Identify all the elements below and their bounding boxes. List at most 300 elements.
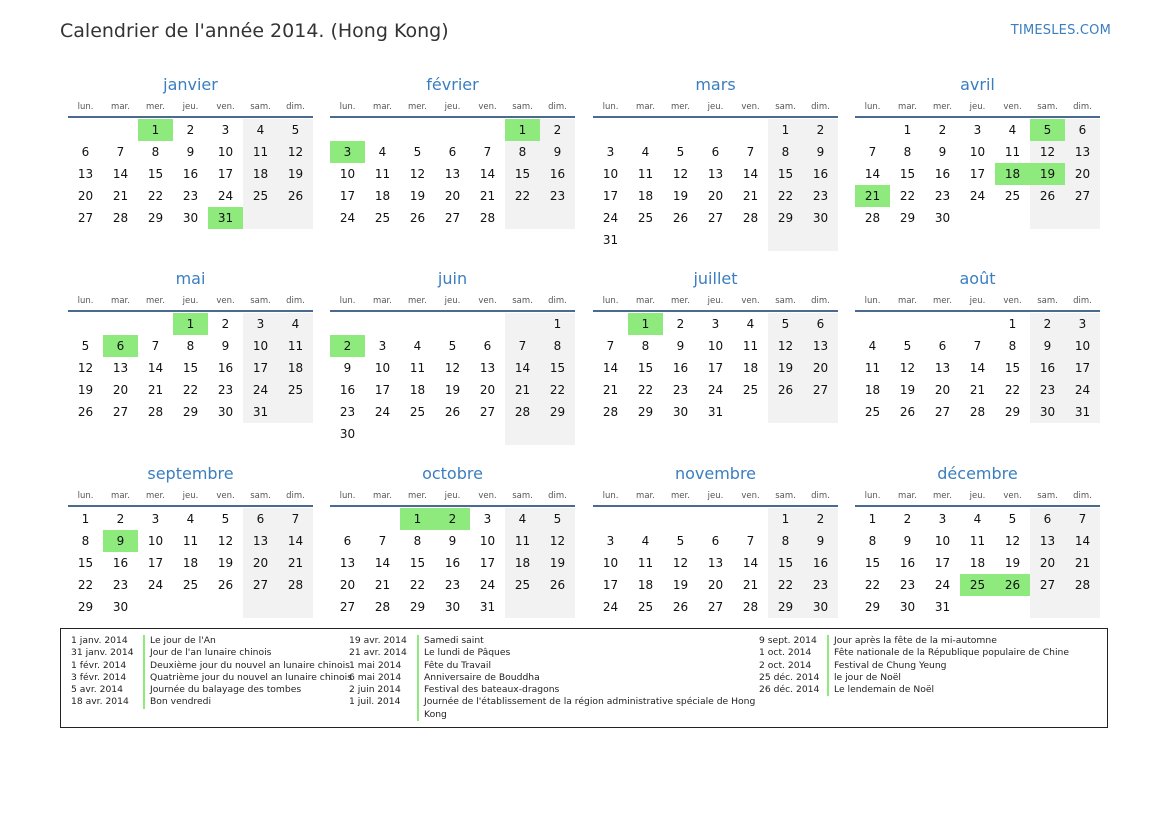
legend-column [349,635,764,721]
legend-item [349,672,764,684]
day-cell: 28 [374,600,391,614]
weekday-label: dim. [1073,296,1092,306]
day-cell: 17 [374,383,391,397]
day-cell: 23 [444,578,461,592]
day-cell: 3 [483,512,492,526]
empty-cell [330,119,365,141]
month-5 [330,267,575,445]
empty-cell [540,423,575,445]
day-cell: 30 [934,211,951,225]
day-cell: 15 [147,167,164,181]
day-cell: 5 [278,119,313,141]
day-cell: 28 [505,401,540,423]
holiday-day-cell: 6 [103,335,138,357]
empty-cell [698,229,733,251]
holiday-day-cell: 1 [505,119,540,141]
legend-item [349,684,764,696]
weekday-label: dim. [811,296,830,306]
day-grid [68,119,313,229]
day-cell: 18 [637,189,654,203]
legend-column [759,635,1069,696]
day-cell: 9 [448,534,457,548]
month-4 [68,267,313,423]
day-grid [593,313,838,423]
month-0 [68,73,313,229]
day-grid [330,119,575,229]
holiday-date: 2 oct. 2014 [759,659,812,671]
weekday-header [330,98,575,118]
day-cell: 2 [116,512,125,526]
month-6 [593,267,838,423]
day-cell: 23 [899,578,916,592]
month-8 [68,462,313,618]
weekday-header [330,292,575,312]
day-cell: 28 [742,600,759,614]
legend-item [759,660,1069,672]
weekday-header [593,98,838,118]
month-name: août [959,269,996,288]
empty-cell [470,313,505,335]
weekday-label: jeu. [182,491,199,501]
day-cell: 5 [413,145,422,159]
empty-cell [995,207,1030,229]
day-cell: 2 [540,119,575,141]
day-cell: 2 [1030,313,1065,335]
weekday-label: jeu. [182,102,199,112]
day-cell: 7 [505,335,540,357]
day-cell: 16 [803,552,838,574]
day-cell: 23 [217,383,234,397]
holiday-name: Jour de l'an lunaire chinois [143,647,271,659]
weekday-label: jeu. [969,296,986,306]
weekday-label: sam. [512,491,533,501]
day-cell: 22 [768,574,803,596]
day-cell: 16 [899,556,916,570]
day-cell: 12 [899,361,916,375]
day-cell: 11 [409,361,426,375]
day-cell: 8 [151,145,160,159]
day-grid [330,508,575,618]
day-cell: 30 [672,405,689,419]
day-cell: 17 [339,189,356,203]
weekday-label: mer. [933,296,952,306]
day-cell: 21 [969,383,986,397]
day-cell: 4 [973,512,982,526]
day-cell: 5 [221,512,230,526]
weekday-label: lun. [77,491,94,501]
day-cell: 4 [243,119,278,141]
legend-item [759,635,1069,647]
day-cell: 20 [934,383,951,397]
day-cell: 20 [77,189,94,203]
day-cell: 7 [973,339,982,353]
weekday-label: sam. [512,102,533,112]
day-cell: 27 [934,405,951,419]
month-name: juillet [693,269,738,288]
month-name: mai [175,269,206,288]
month-name: janvier [163,75,218,94]
day-grid [68,313,313,423]
day-grid [593,508,838,618]
day-cell: 18 [505,552,540,574]
day-cell: 16 [339,383,356,397]
day-cell: 26 [278,185,313,207]
weekday-label: mar. [636,491,655,501]
legend-item [71,660,352,672]
day-cell: 17 [602,578,619,592]
day-cell: 27 [77,211,94,225]
weekday-label: ven. [478,102,497,112]
day-cell: 1 [768,119,803,141]
day-cell: 6 [343,534,352,548]
empty-cell [435,423,470,445]
day-cell: 30 [1030,401,1065,423]
day-cell: 21 [112,189,129,203]
day-cell: 30 [444,600,461,614]
holiday-day-cell: 1 [400,508,435,530]
day-cell: 5 [448,339,457,353]
holiday-day-cell: 25 [960,574,995,596]
day-cell: 27 [339,600,356,614]
day-cell: 29 [409,600,426,614]
day-cell: 24 [374,405,391,419]
day-cell: 8 [903,145,912,159]
month-name: mars [695,75,736,94]
day-cell: 27 [444,211,461,225]
day-cell: 22 [182,383,199,397]
day-cell: 5 [903,339,912,353]
day-cell: 13 [479,361,496,375]
legend-item [71,647,352,659]
day-cell: 21 [479,189,496,203]
day-cell: 31 [707,405,724,419]
day-cell: 13 [1065,141,1100,163]
day-cell: 31 [1065,401,1100,423]
holiday-date: 19 avr. 2014 [349,635,407,646]
holiday-name: Deuxième jour du nouvel an lunaire chinois [143,660,350,672]
day-cell: 18 [864,383,881,397]
day-cell: 12 [672,556,689,570]
weekday-label: sam. [775,102,796,112]
empty-cell [698,508,733,530]
weekday-header [855,487,1100,507]
day-cell: 29 [540,401,575,423]
legend-item [349,635,764,647]
day-cell: 21 [742,189,759,203]
month-1 [330,73,575,229]
holiday-date: 18 avr. 2014 [71,696,129,708]
day-cell: 9 [938,145,947,159]
weekday-label: sam. [775,491,796,501]
day-cell: 12 [409,167,426,181]
day-cell: 16 [444,556,461,570]
day-cell: 27 [479,405,496,419]
day-cell: 11 [505,530,540,552]
weekday-label: mer. [146,102,165,112]
day-cell: 13 [803,335,838,357]
empty-cell [365,508,400,530]
day-cell: 6 [711,145,720,159]
day-cell: 3 [938,512,947,526]
day-cell: 20 [707,578,724,592]
day-cell: 25 [409,405,426,419]
holiday-name: Festival des bateaux-dragons [417,684,559,696]
weekday-label: ven. [741,102,760,112]
day-cell: 24 [969,189,986,203]
day-cell: 4 [746,317,755,331]
weekday-label: mar. [373,491,392,501]
day-cell: 2 [803,119,838,141]
day-cell: 19 [1004,556,1021,570]
day-cell: 29 [1004,405,1021,419]
weekday-header [68,98,313,118]
legend-item [349,660,764,672]
day-cell: 16 [112,556,129,570]
empty-cell [1065,207,1100,229]
site-link[interactable]: TIMESLES.COM [1010,23,1111,38]
weekday-label: dim. [1073,491,1092,501]
day-cell: 11 [243,141,278,163]
legend-item [71,635,352,647]
weekday-label: mer. [671,102,690,112]
day-cell: 11 [969,534,986,548]
holiday-name: Anniversaire de Bouddha [417,672,540,684]
empty-cell [855,119,890,141]
day-cell: 14 [969,361,986,375]
day-cell: 2 [676,317,685,331]
day-cell: 11 [278,335,313,357]
day-cell: 14 [742,556,759,570]
day-cell: 24 [479,578,496,592]
empty-cell [68,119,103,141]
day-cell: 16 [934,167,951,181]
holiday-day-cell: 2 [435,508,470,530]
holiday-name: Bon vendredi [143,696,211,708]
weekday-label: mar. [898,296,917,306]
holiday-name: Quatrième jour du nouvel an lunaire chinois [143,672,352,684]
day-cell: 18 [969,556,986,570]
day-cell: 20 [1065,163,1100,185]
weekday-label: sam. [250,491,271,501]
day-cell: 20 [243,552,278,574]
day-cell: 8 [768,530,803,552]
day-cell: 16 [540,163,575,185]
empty-cell [400,313,435,335]
day-cell: 9 [540,141,575,163]
day-cell: 14 [112,167,129,181]
day-cell: 19 [278,163,313,185]
empty-cell [278,207,313,229]
day-cell: 23 [672,383,689,397]
day-cell: 21 [1065,552,1100,574]
day-cell: 15 [1004,361,1021,375]
day-cell: 14 [479,167,496,181]
day-cell: 12 [768,335,803,357]
month-name: septembre [147,464,234,483]
day-cell: 27 [112,405,129,419]
day-cell: 25 [278,379,313,401]
day-cell: 26 [672,211,689,225]
day-cell: 22 [1004,383,1021,397]
empty-cell [593,313,628,335]
empty-cell [890,313,925,335]
weekday-label: lun. [864,102,881,112]
weekday-label: mer. [408,102,427,112]
day-cell: 15 [540,357,575,379]
weekday-label: mer. [933,491,952,501]
holiday-day-cell: 1 [173,313,208,335]
day-cell: 16 [182,167,199,181]
day-cell: 28 [112,211,129,225]
day-cell: 9 [676,339,685,353]
day-cell: 18 [278,357,313,379]
empty-cell [768,401,803,423]
day-cell: 1 [868,512,877,526]
day-cell: 15 [768,552,803,574]
day-cell: 13 [707,167,724,181]
day-cell: 13 [444,167,461,181]
day-cell: 20 [112,383,129,397]
empty-cell [733,119,768,141]
day-cell: 22 [899,189,916,203]
day-cell: 26 [1030,185,1065,207]
day-cell: 4 [641,534,650,548]
day-cell: 15 [637,361,654,375]
empty-cell [330,508,365,530]
day-cell: 11 [374,167,391,181]
day-cell: 15 [505,163,540,185]
day-cell: 19 [540,552,575,574]
weekday-label: lun. [339,491,356,501]
weekday-label: jeu. [444,296,461,306]
day-cell: 8 [641,339,650,353]
empty-cell [470,119,505,141]
weekday-label: mer. [408,296,427,306]
weekday-label: dim. [811,491,830,501]
empty-cell [1065,596,1100,618]
weekday-label: jeu. [969,491,986,501]
day-cell: 14 [278,530,313,552]
day-cell: 9 [221,339,230,353]
day-cell: 20 [803,357,838,379]
weekday-label: lun. [864,296,881,306]
day-cell: 17 [243,357,278,379]
weekday-header [593,292,838,312]
day-cell: 3 [1065,313,1100,335]
empty-cell [365,423,400,445]
page-title: Calendrier de l'année 2014. (Hong Kong) [60,20,449,42]
day-cell: 21 [147,383,164,397]
holiday-name: Journée du balayage des tombes [143,684,301,696]
day-cell: 3 [221,123,230,137]
day-cell: 29 [147,211,164,225]
weekday-label: mer. [146,491,165,501]
day-cell: 24 [934,578,951,592]
empty-cell [278,401,313,423]
empty-cell [138,596,173,618]
day-cell: 18 [182,556,199,570]
day-cell: 28 [864,211,881,225]
day-cell: 20 [339,578,356,592]
day-cell: 25 [1004,189,1021,203]
weekday-label: dim. [548,491,567,501]
day-cell: 28 [602,405,619,419]
month-2 [593,73,838,251]
holiday-day-cell: 9 [103,530,138,552]
day-cell: 18 [243,163,278,185]
day-cell: 14 [602,361,619,375]
weekday-label: ven. [478,296,497,306]
day-cell: 6 [1030,508,1065,530]
day-cell: 20 [479,383,496,397]
day-cell: 8 [81,534,90,548]
day-cell: 25 [742,383,759,397]
weekday-label: mar. [373,296,392,306]
weekday-label: dim. [548,102,567,112]
day-cell: 6 [1065,119,1100,141]
empty-cell [628,119,663,141]
day-grid [855,119,1100,229]
holiday-day-cell: 1 [138,119,173,141]
weekday-label: jeu. [969,102,986,112]
day-cell: 9 [803,141,838,163]
weekday-header [330,487,575,507]
day-cell: 14 [374,556,391,570]
day-cell: 16 [803,163,838,185]
day-cell: 12 [672,167,689,181]
holiday-name: Fête du Travail [417,660,491,672]
weekday-label: ven. [741,296,760,306]
day-cell: 2 [903,512,912,526]
day-cell: 23 [182,189,199,203]
day-cell: 10 [602,556,619,570]
day-cell: 29 [768,207,803,229]
legend-item [71,672,352,684]
day-cell: 31 [934,600,951,614]
legend-item [759,684,1069,696]
day-cell: 17 [217,167,234,181]
empty-cell [803,229,838,251]
weekday-label: dim. [286,102,305,112]
day-cell: 24 [1065,379,1100,401]
day-cell: 20 [707,189,724,203]
empty-cell [400,119,435,141]
holiday-name: Le jour de l'An [143,635,216,647]
weekday-label: dim. [286,491,305,501]
day-cell: 9 [343,361,352,375]
day-cell: 1 [1008,317,1017,331]
day-cell: 25 [505,574,540,596]
day-cell: 5 [768,313,803,335]
holiday-legend [60,628,1108,728]
day-cell: 4 [868,339,877,353]
day-cell: 17 [707,361,724,375]
empty-cell [103,119,138,141]
day-cell: 30 [182,211,199,225]
day-cell: 25 [637,600,654,614]
day-cell: 10 [602,167,619,181]
empty-cell [663,119,698,141]
day-cell: 26 [540,574,575,596]
day-cell: 24 [602,600,619,614]
day-cell: 4 [186,512,195,526]
day-cell: 27 [707,600,724,614]
day-cell: 9 [1030,335,1065,357]
day-cell: 12 [540,530,575,552]
empty-cell [208,596,243,618]
day-cell: 24 [217,189,234,203]
day-cell: 6 [803,313,838,335]
